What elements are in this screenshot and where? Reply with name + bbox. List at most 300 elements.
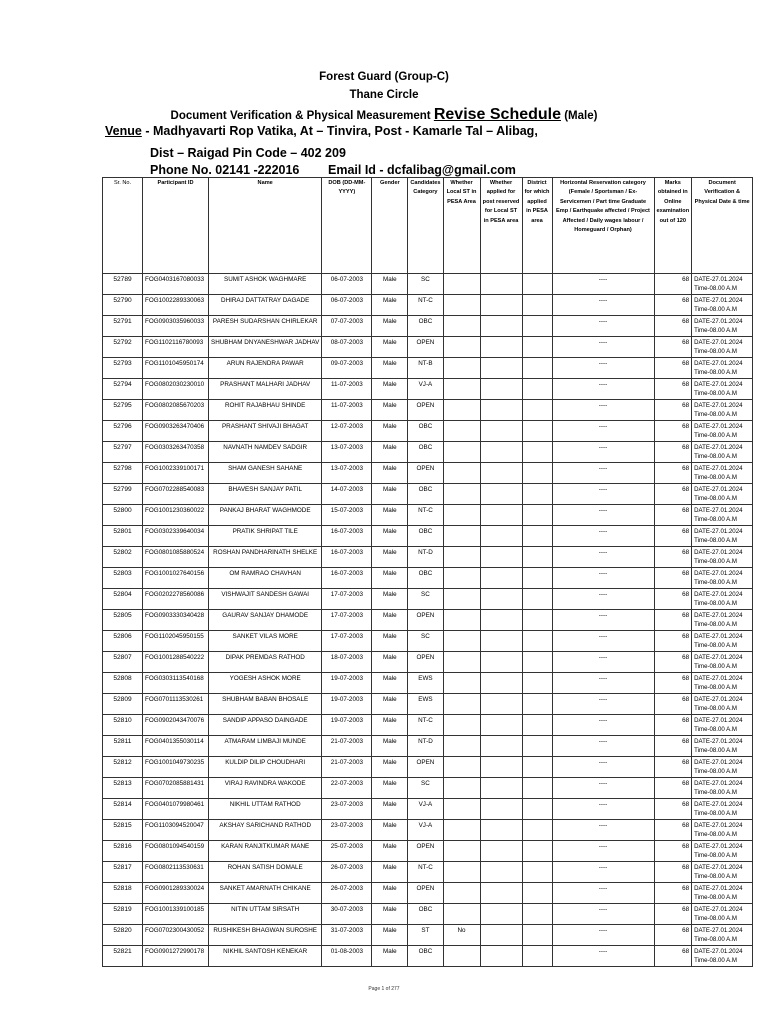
time-text: Time-08.00 A.M <box>694 852 737 859</box>
local-st-cell <box>443 400 480 421</box>
applied-reserved-cell <box>480 358 522 379</box>
sr-no-cell: 52792 <box>103 337 143 358</box>
applied-reserved-cell <box>480 337 522 358</box>
participant-id-cell: FOG0903263470406 <box>143 421 209 442</box>
sr-no-cell: 52813 <box>103 778 143 799</box>
date-time-cell <box>692 652 753 673</box>
participant-id-cell: FOG0702300430052 <box>143 925 209 946</box>
local-st-cell <box>443 421 480 442</box>
local-st-cell <box>443 463 480 484</box>
dob-cell: 15-07-2003 <box>322 505 372 526</box>
dob-cell: 11-07-2003 <box>322 400 372 421</box>
table-row <box>103 610 753 631</box>
time-text: Time-08.00 A.M <box>694 390 737 397</box>
dob-cell: 23-07-2003 <box>322 820 372 841</box>
dob-cell: 06-07-2003 <box>322 295 372 316</box>
name-cell: RUSHIKESH BHAGWAN SUROSHE <box>209 925 322 946</box>
date-time-cell <box>692 463 753 484</box>
sr-no-cell: 52800 <box>103 505 143 526</box>
venue-label: Venue <box>105 124 142 138</box>
gender-cell: Male <box>372 295 408 316</box>
sr-no-cell: 52820 <box>103 925 143 946</box>
dob-cell: 26-07-2003 <box>322 883 372 904</box>
sr-no-cell: 52810 <box>103 715 143 736</box>
gender-cell: Male <box>372 610 408 631</box>
district-pesa-cell <box>522 820 552 841</box>
venue-line <box>105 124 538 138</box>
dob-cell: 16-07-2003 <box>322 526 372 547</box>
name-cell: ROHIT RAJABHAU SHINDE <box>209 400 322 421</box>
local-st-cell <box>443 316 480 337</box>
participant-id-cell: FOG1001288540222 <box>143 652 209 673</box>
table-row <box>103 295 753 316</box>
table-row <box>103 925 753 946</box>
marks-cell: 68 <box>654 757 692 778</box>
time-text: Time-08.00 A.M <box>694 474 737 481</box>
gender-cell: Male <box>372 757 408 778</box>
gender-cell: Male <box>372 736 408 757</box>
table-row <box>103 526 753 547</box>
applied-reserved-cell <box>480 778 522 799</box>
time-text: Time-08.00 A.M <box>694 453 737 460</box>
category-cell: OBC <box>408 904 443 925</box>
applied-reserved-cell <box>480 463 522 484</box>
category-cell: SC <box>408 631 443 652</box>
category-cell: OBC <box>408 526 443 547</box>
name-cell: NIKHIL SANTOSH KENEKAR <box>209 946 322 967</box>
district-pesa-cell <box>522 568 552 589</box>
table-row <box>103 547 753 568</box>
table-row <box>103 484 753 505</box>
local-st-cell <box>443 841 480 862</box>
dob-cell: 17-07-2003 <box>322 610 372 631</box>
local-st-cell <box>443 337 480 358</box>
revise-schedule-heading: Revise Schedule <box>433 106 562 123</box>
time-text: Time-08.00 A.M <box>694 957 737 964</box>
date-text: DATE-27.01.2024 <box>694 297 743 304</box>
date-text: DATE-27.01.2024 <box>694 948 743 955</box>
gender-cell: Male <box>372 400 408 421</box>
date-text: DATE-27.01.2024 <box>694 444 743 451</box>
date-time-cell <box>692 421 753 442</box>
date-text: DATE-27.01.2024 <box>694 759 743 766</box>
table-row <box>103 778 753 799</box>
table-row <box>103 946 753 967</box>
dob-cell: 06-07-2003 <box>322 274 372 295</box>
marks-cell: 68 <box>654 463 692 484</box>
time-text: Time-08.00 A.M <box>694 516 737 523</box>
category-cell: VJ-A <box>408 799 443 820</box>
date-time-cell <box>692 547 753 568</box>
title-line-2: Thane Circle <box>349 89 419 101</box>
marks-cell: 68 <box>654 736 692 757</box>
col-date-time: Document Verification & Physical Date & time <box>692 178 753 274</box>
sr-no-cell: 52816 <box>103 841 143 862</box>
district-pesa-cell <box>522 463 552 484</box>
dob-cell: 19-07-2003 <box>322 715 372 736</box>
dob-cell: 12-07-2003 <box>322 421 372 442</box>
time-text: Time-08.00 A.M <box>694 894 737 901</box>
date-time-cell <box>692 568 753 589</box>
date-text: DATE-27.01.2024 <box>694 591 743 598</box>
date-time-cell <box>692 400 753 421</box>
name-cell: AKSHAY SARICHAND RATHOD <box>209 820 322 841</box>
dob-cell: 13-07-2003 <box>322 442 372 463</box>
participant-id-cell: FOG1002339100171 <box>143 463 209 484</box>
date-time-cell <box>692 295 753 316</box>
date-time-cell <box>692 484 753 505</box>
name-cell: SHUBHAM DNYANESHWAR JADHAV <box>209 337 322 358</box>
district-pesa-cell <box>522 673 552 694</box>
table-row <box>103 379 753 400</box>
sr-no-cell: 52799 <box>103 484 143 505</box>
horizontal-reservation-cell: ---- <box>552 757 654 778</box>
local-st-cell <box>443 715 480 736</box>
page-footer: Page 1 of 277 <box>368 986 400 992</box>
time-text: Time-08.00 A.M <box>694 621 737 628</box>
date-text: DATE-27.01.2024 <box>694 423 743 430</box>
sr-no-cell: 52818 <box>103 883 143 904</box>
horizontal-reservation-cell: ---- <box>552 841 654 862</box>
time-text: Time-08.00 A.M <box>694 705 737 712</box>
date-time-cell <box>692 505 753 526</box>
dob-cell: 19-07-2003 <box>322 673 372 694</box>
gender-cell: Male <box>372 505 408 526</box>
name-cell: SUMIT ASHOK WAGHMARE <box>209 274 322 295</box>
participant-id-cell: FOG1001230360022 <box>143 505 209 526</box>
district-line: Dist – Raigad Pin Code – 402 209 <box>150 146 346 160</box>
local-st-cell <box>443 610 480 631</box>
applied-reserved-cell <box>480 799 522 820</box>
date-text: DATE-27.01.2024 <box>694 570 743 577</box>
gender-cell: Male <box>372 526 408 547</box>
gender-cell: Male <box>372 316 408 337</box>
marks-cell: 68 <box>654 652 692 673</box>
date-text: DATE-27.01.2024 <box>694 717 743 724</box>
category-cell: NT-B <box>408 358 443 379</box>
date-text: DATE-27.01.2024 <box>694 654 743 661</box>
table-row <box>103 862 753 883</box>
sr-no-cell: 52812 <box>103 757 143 778</box>
sr-no-cell: 52811 <box>103 736 143 757</box>
col-horizontal-reservation: Horizontal Reservation category (Female / Sportsman / Ex-Servicemen / Part time Graduate Emp / Earthquake affected / Project Affected / Daily wages labour / Homeguard / Orphan) <box>552 178 654 274</box>
col-participant-id: Participant ID <box>143 178 209 274</box>
participant-id-cell: FOG0702085881431 <box>143 778 209 799</box>
category-cell: NT-C <box>408 295 443 316</box>
local-st-cell <box>443 778 480 799</box>
time-text: Time-08.00 A.M <box>694 348 737 355</box>
contact-line <box>150 163 516 177</box>
category-cell: VJ-A <box>408 820 443 841</box>
name-cell: GAURAV SANJAY DHAMODE <box>209 610 322 631</box>
participant-id-cell: FOG0401079980461 <box>143 799 209 820</box>
date-time-cell <box>692 715 753 736</box>
name-cell: ATMARAM LIMBAJI MUNDE <box>209 736 322 757</box>
date-text: DATE-27.01.2024 <box>694 738 743 745</box>
table-row <box>103 757 753 778</box>
applied-reserved-cell <box>480 589 522 610</box>
table-row <box>103 883 753 904</box>
horizontal-reservation-cell: ---- <box>552 274 654 295</box>
date-time-cell <box>692 442 753 463</box>
applied-reserved-cell <box>480 925 522 946</box>
horizontal-reservation-cell: ---- <box>552 337 654 358</box>
date-text: DATE-27.01.2024 <box>694 675 743 682</box>
marks-cell: 68 <box>654 400 692 421</box>
time-text: Time-08.00 A.M <box>694 747 737 754</box>
time-text: Time-08.00 A.M <box>694 642 737 649</box>
time-text: Time-08.00 A.M <box>694 873 737 880</box>
date-text: DATE-27.01.2024 <box>694 465 743 472</box>
table-row <box>103 274 753 295</box>
local-st-cell <box>443 694 480 715</box>
local-st-cell <box>443 274 480 295</box>
date-text: DATE-27.01.2024 <box>694 696 743 703</box>
local-st-cell <box>443 652 480 673</box>
participant-id-cell: FOG0801094540159 <box>143 841 209 862</box>
category-cell: OBC <box>408 946 443 967</box>
time-text: Time-08.00 A.M <box>694 768 737 775</box>
date-text: DATE-27.01.2024 <box>694 528 743 535</box>
name-cell: ROHAN SATISH DOMALE <box>209 862 322 883</box>
local-st-cell: No <box>443 925 480 946</box>
time-text: Time-08.00 A.M <box>694 432 737 439</box>
participant-id-cell: FOG0903330340428 <box>143 610 209 631</box>
time-text: Time-08.00 A.M <box>694 915 737 922</box>
sr-no-cell: 52803 <box>103 568 143 589</box>
local-st-cell <box>443 631 480 652</box>
gender-cell: Male <box>372 379 408 400</box>
date-time-cell <box>692 946 753 967</box>
table-row <box>103 652 753 673</box>
gender-cell: Male <box>372 673 408 694</box>
participant-id-cell: FOG1002289330063 <box>143 295 209 316</box>
col-applied-reserved: Whether applied for post reserved for Local ST in PESA area <box>480 178 522 274</box>
category-cell: OPEN <box>408 400 443 421</box>
marks-cell: 68 <box>654 631 692 652</box>
sr-no-cell: 52798 <box>103 463 143 484</box>
date-time-cell <box>692 820 753 841</box>
horizontal-reservation-cell: ---- <box>552 547 654 568</box>
district-pesa-cell <box>522 799 552 820</box>
dob-cell: 16-07-2003 <box>322 547 372 568</box>
participant-id-cell: FOG0903035960033 <box>143 316 209 337</box>
date-time-cell <box>692 757 753 778</box>
participant-id-cell: FOG1103094520047 <box>143 820 209 841</box>
name-cell: NAVNATH NAMDEV SADGIR <box>209 442 322 463</box>
name-cell: SANKET AMARNATH CHIKANE <box>209 883 322 904</box>
dob-cell: 01-08-2003 <box>322 946 372 967</box>
applied-reserved-cell <box>480 295 522 316</box>
dob-cell: 17-07-2003 <box>322 631 372 652</box>
gender-cell: Male <box>372 820 408 841</box>
col-marks: Marks obtained in Online examination out of 120 <box>654 178 692 274</box>
district-pesa-cell <box>522 883 552 904</box>
horizontal-reservation-cell: ---- <box>552 589 654 610</box>
participant-id-cell: FOG0303113540168 <box>143 673 209 694</box>
venue-text: - Madhyavarti Rop Vatika, At – Tinvira, Post - Kamarle Tal – Alibag, <box>145 124 538 138</box>
date-text: DATE-27.01.2024 <box>694 885 743 892</box>
sr-no-cell: 52807 <box>103 652 143 673</box>
horizontal-reservation-cell: ---- <box>552 358 654 379</box>
sr-no-cell: 52790 <box>103 295 143 316</box>
dob-cell: 25-07-2003 <box>322 841 372 862</box>
marks-cell: 68 <box>654 547 692 568</box>
sr-no-cell: 52821 <box>103 946 143 967</box>
col-category: Candidates Category <box>408 178 443 274</box>
district-pesa-cell <box>522 757 552 778</box>
applied-reserved-cell <box>480 526 522 547</box>
name-cell: VISHWAJIT SANDESH GAWAI <box>209 589 322 610</box>
horizontal-reservation-cell: ---- <box>552 631 654 652</box>
date-text: DATE-27.01.2024 <box>694 507 743 514</box>
marks-cell: 68 <box>654 778 692 799</box>
table-row <box>103 421 753 442</box>
dob-cell: 18-07-2003 <box>322 652 372 673</box>
horizontal-reservation-cell: ---- <box>552 883 654 904</box>
gender-cell: Male <box>372 484 408 505</box>
dob-cell: 22-07-2003 <box>322 778 372 799</box>
sr-no-cell: 52804 <box>103 589 143 610</box>
marks-cell: 68 <box>654 925 692 946</box>
local-st-cell <box>443 526 480 547</box>
col-dob: DOB (DD-MM-YYYY) <box>322 178 372 274</box>
sr-no-cell: 52802 <box>103 547 143 568</box>
col-district-pesa: District for which applied in PESA area <box>522 178 552 274</box>
district-pesa-cell <box>522 547 552 568</box>
applied-reserved-cell <box>480 736 522 757</box>
date-text: DATE-27.01.2024 <box>694 381 743 388</box>
participant-id-cell: FOG0401355030114 <box>143 736 209 757</box>
applied-reserved-cell <box>480 757 522 778</box>
table-row <box>103 400 753 421</box>
participant-id-cell: FOG0802085670203 <box>143 400 209 421</box>
district-pesa-cell <box>522 295 552 316</box>
marks-cell: 68 <box>654 610 692 631</box>
participant-id-cell: FOG0901289330024 <box>143 883 209 904</box>
district-pesa-cell <box>522 421 552 442</box>
category-cell: SC <box>408 778 443 799</box>
district-pesa-cell <box>522 925 552 946</box>
local-st-cell <box>443 568 480 589</box>
gender-cell: Male <box>372 358 408 379</box>
date-text: DATE-27.01.2024 <box>694 801 743 808</box>
name-cell: VIRAJ RAVINDRA WAKODE <box>209 778 322 799</box>
applied-reserved-cell <box>480 547 522 568</box>
table-row <box>103 841 753 862</box>
date-text: DATE-27.01.2024 <box>694 780 743 787</box>
dob-cell: 23-07-2003 <box>322 799 372 820</box>
applied-reserved-cell <box>480 400 522 421</box>
gender-cell: Male <box>372 715 408 736</box>
local-st-cell <box>443 799 480 820</box>
category-cell: VJ-A <box>408 379 443 400</box>
district-pesa-cell <box>522 841 552 862</box>
table-row <box>103 904 753 925</box>
time-text: Time-08.00 A.M <box>694 663 737 670</box>
sr-no-cell: 52793 <box>103 358 143 379</box>
gender-cell: Male <box>372 568 408 589</box>
category-cell: OPEN <box>408 757 443 778</box>
applied-reserved-cell <box>480 610 522 631</box>
participant-id-cell: FOG0403167080033 <box>143 274 209 295</box>
participant-id-cell: FOG1102045950155 <box>143 631 209 652</box>
horizontal-reservation-cell: ---- <box>552 610 654 631</box>
district-pesa-cell <box>522 274 552 295</box>
category-cell: OPEN <box>408 841 443 862</box>
time-text: Time-08.00 A.M <box>694 558 737 565</box>
horizontal-reservation-cell: ---- <box>552 400 654 421</box>
horizontal-reservation-cell: ---- <box>552 379 654 400</box>
sr-no-cell: 52814 <box>103 799 143 820</box>
name-cell: KARAN RANJITKUMAR MANE <box>209 841 322 862</box>
district-pesa-cell <box>522 652 552 673</box>
col-sr-no: Sr. No. <box>103 178 143 274</box>
date-time-cell <box>692 736 753 757</box>
time-text: Time-08.00 A.M <box>694 831 737 838</box>
date-text: DATE-27.01.2024 <box>694 843 743 850</box>
category-cell: NT-D <box>408 547 443 568</box>
local-st-cell <box>443 820 480 841</box>
table-row <box>103 505 753 526</box>
sr-no-cell: 52817 <box>103 862 143 883</box>
local-st-cell <box>443 379 480 400</box>
district-pesa-cell <box>522 610 552 631</box>
date-time-cell <box>692 589 753 610</box>
district-pesa-cell <box>522 442 552 463</box>
horizontal-reservation-cell: ---- <box>552 715 654 736</box>
gender-cell: Male <box>372 631 408 652</box>
applied-reserved-cell <box>480 442 522 463</box>
marks-cell: 68 <box>654 295 692 316</box>
applied-reserved-cell <box>480 421 522 442</box>
name-cell: NITIN UTTAM SIRSATH <box>209 904 322 925</box>
name-cell: DIPAK PREMDAS RATHOD <box>209 652 322 673</box>
table-row <box>103 589 753 610</box>
sr-no-cell: 52795 <box>103 400 143 421</box>
district-pesa-cell <box>522 358 552 379</box>
gender-cell: Male <box>372 946 408 967</box>
dob-cell: 31-07-2003 <box>322 925 372 946</box>
time-text: Time-08.00 A.M <box>694 579 737 586</box>
gender-cell: Male <box>372 694 408 715</box>
participant-id-cell: FOG0702288540083 <box>143 484 209 505</box>
marks-cell: 68 <box>654 694 692 715</box>
category-cell: EWS <box>408 694 443 715</box>
date-text: DATE-27.01.2024 <box>694 276 743 283</box>
sr-no-cell: 52815 <box>103 820 143 841</box>
name-cell: ROSHAN PANDHARINATH SHELKE <box>209 547 322 568</box>
gender-cell: Male <box>372 799 408 820</box>
applied-reserved-cell <box>480 568 522 589</box>
applied-reserved-cell <box>480 946 522 967</box>
name-cell: SHUBHAM BABAN BHOSALE <box>209 694 322 715</box>
gender-cell: Male <box>372 547 408 568</box>
date-time-cell <box>692 358 753 379</box>
marks-cell: 68 <box>654 841 692 862</box>
category-cell: OBC <box>408 442 443 463</box>
table-row <box>103 799 753 820</box>
district-pesa-cell <box>522 778 552 799</box>
horizontal-reservation-cell: ---- <box>552 925 654 946</box>
sr-no-cell: 52796 <box>103 421 143 442</box>
sr-no-cell: 52789 <box>103 274 143 295</box>
applied-reserved-cell <box>480 379 522 400</box>
dob-cell: 26-07-2003 <box>322 862 372 883</box>
applied-reserved-cell <box>480 694 522 715</box>
date-time-cell <box>692 925 753 946</box>
category-cell: NT-C <box>408 862 443 883</box>
